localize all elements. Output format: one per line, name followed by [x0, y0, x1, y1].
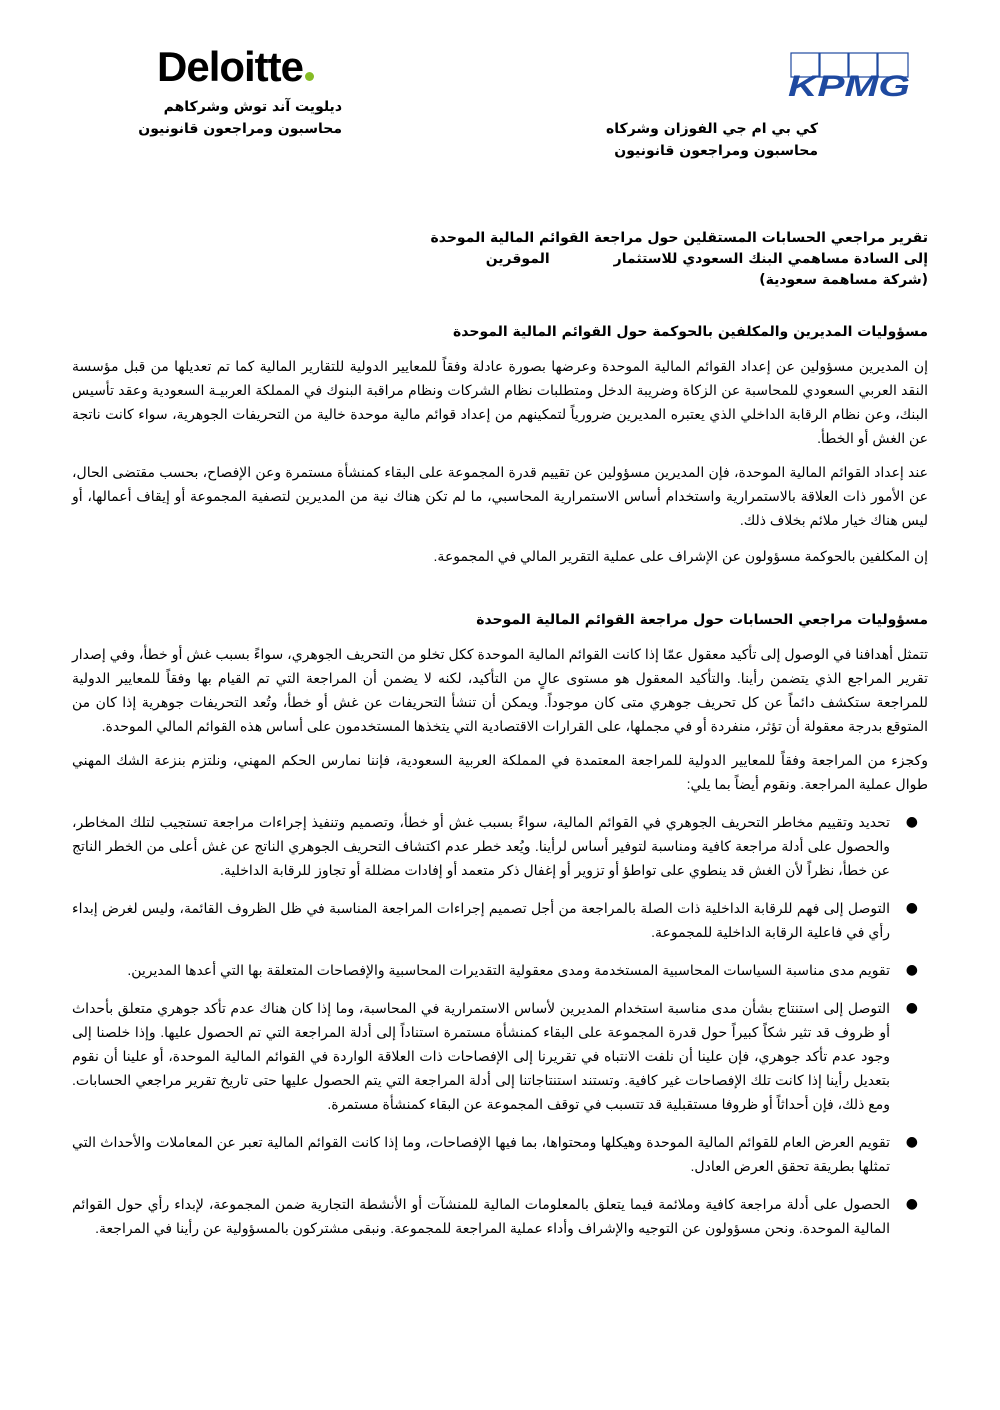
section-management-responsibilities	[72, 322, 928, 568]
section-auditor-responsibilities	[72, 610, 928, 1240]
bullet-icon: ●	[905, 1134, 918, 1150]
list-item-text: التوصل إلى استنتاج بشأن مدى مناسبة استخدام المديرين لأساس الاستمرارية في المحاسبة، وما إذا كان هناك عدم تأكد جوهري متعلق بأحداث أو ظروف قد تثير شكاً كبيراً حول قدرة المجموعة على البقاء كمنشأة مستمرة استناداً إلى أدلة المراجعة التي تم الحصول عليها. وإذا خلصنا إلى وجود عدم تأكد جوهري، فإن علينا أن نلفت الانتباه في تقريرنا إلى الإفصاحات ذات العلاقة الواردة في القوائم المالية الموحدة، أو علينا أن نقوم بتعديل رأينا إذا كانت تلك الإفصاحات غير كافية. وتستند استنتاجاتنا إلى أدلة المراجعة التي يتم الحصول عليها حتى تاريخ تقرير مراجعي الحسابات. ومع ذلك، فإن أحداثاً أو ظروفا مستقبلية قد تتسبب في توقف المجموعة عن البقاء كمنشأة مستمرة.	[72, 1000, 890, 1112]
kpmg-firm-name	[606, 118, 818, 162]
list-item	[72, 996, 928, 1116]
paragraph: وكجزء من المراجعة وفقاً للمعايير الدولية للمراجعة المعتمدة في المملكة العربية السعودية، فإننا نمارس الحكم المهني، ونلتزم بنزعة الشك المهني طوال عملية المراجعة. ونقوم أيضاً بما يلي:	[72, 752, 928, 792]
list-item	[72, 810, 928, 882]
list-item	[72, 1130, 928, 1178]
list-item-text: تحديد وتقييم مخاطر التحريف الجوهري في القوائم المالية، سواءً بسبب غش أو خطأ، وتصميم وتنفيذ إجراءات مراجعة تستجيب لتلك المخاطر، والحصول على أدلة مراجعة كافية ومناسبة لتوفير أساس لرأينا. ويُعد خطر عدم اكتشاف التحريف الجوهري الناتج عن غش أعلى من الخطر الناتج عن خطأ، نظراً لأن الغش قد ينطوي على تواطؤ أو تزوير أو إغفال ذكر متعمد أو إفادات مضللة أو تجاوز للرقابة الداخلية.	[72, 814, 890, 878]
paragraph: عند إعداد القوائم المالية الموحدة، فإن المديرين مسؤولين عن تقييم قدرة المجموعة على البقاء كمنشأة مستمرة وعن الإفصاح، بحسب مقتضى الحال، عن الأمور ذات العلاقة بالاستمرارية واستخدام أساس الاستمرارية المحاسبي، ما لم تكن هناك نية من المديرين لتصفية المجموعة أو إيقاف أعمالها، أو ليس هناك خيار ملائم بخلاف ذلك.	[72, 464, 928, 528]
bullet-icon: ●	[905, 1000, 918, 1016]
deloitte-logo	[157, 43, 314, 90]
bullet-icon: ●	[905, 900, 918, 916]
kpmg-name-line1: كي بي ام جي الفوزان وشركاه	[606, 121, 818, 137]
report-honorific: الموقرين	[485, 251, 550, 267]
section-heading: مسؤوليات المديرين والمكلفين بالحوكمة حول القوائم المالية الموحدة	[453, 324, 928, 340]
bullet-icon: ●	[905, 1196, 918, 1212]
paragraph: إن المديرين مسؤولين عن إعداد القوائم المالية الموحدة وعرضها بصورة عادلة وفقاً للمعايير الدولية للتقارير المالية كما تم تعديلها من قبل مؤسسة النقد العربي السعودي للمحاسبة عن الزكاة وضريبة الدخل ومتطلبات نظام الشركات ونظام مراقبة البنوك في المملكة العربيـة السعودية وعقد تأسيس البنك، وعن نظام الرقابة الداخلي الذي يعتبره المديرين ضرورياً لتمكينهم من إعداد قوائم مالية موحدة خالية من التحريفات الجوهرية، سواء كانت ناتجة عن الغش أو الخطأ.	[72, 358, 928, 446]
list-item-text: تقويم مدى مناسبة السياسات المحاسبية المستخدمة ومدى معقولية التقديرات المحاسبية والإفصاحات المتعلقة بها التي أعدها المديرين.	[127, 962, 890, 978]
kpmg-name-line2: محاسبون ومراجعون قانونيون	[614, 143, 818, 159]
list-item	[72, 1192, 928, 1240]
report-title: تقرير مراجعي الحسابات المستقلين حول مراجعة القوائم المالية الموحدة	[430, 230, 928, 246]
report-company-type: (شركة مساهمة سعودية)	[759, 272, 928, 288]
list-item	[72, 958, 928, 982]
audit-procedures-list	[72, 810, 928, 1240]
deloitte-name-line2: محاسبون ومراجعون قانونيون	[138, 121, 342, 137]
report-title-block	[430, 228, 928, 291]
deloitte-logo-text: Deloitte	[157, 43, 304, 90]
section-heading: مسؤوليات مراجعي الحسابات حول مراجعة القوائم المالية الموحدة	[476, 612, 928, 628]
deloitte-firm-name	[138, 96, 342, 140]
paragraph: إن المكلفين بالحوكمة مسؤولون عن الإشراف على عملية التقرير المالي في المجموعة.	[433, 548, 928, 564]
report-addressee-line	[430, 249, 928, 270]
kpmg-logo	[788, 52, 912, 98]
list-item-text: الحصول على أدلة مراجعة كافية وملائمة فيما يتعلق بالمعلومات المالية للمنشآت أو الأنشطة التجارية ضمن المجموعة، لإبداء رأي حول القوائم المالية الموحدة. ونحن مسؤولون عن التوجيه والإشراف وأداء عملية المراجعة للمجموعة. ونبقى مشتركون بالمسؤولية عن رأينا في المراجعة.	[72, 1196, 890, 1236]
bullet-icon: ●	[905, 814, 918, 830]
deloitte-name-line1: ديلويت آند توش وشركاهم	[163, 99, 342, 115]
svg-text:KPMG: KPMG	[788, 70, 910, 98]
paragraph: تتمثل أهدافنا في الوصول إلى تأكيد معقول عمّا إذا كانت القوائم المالية الموحدة ككل تخلو من التحريف الجوهري، سواءً بسبب غش أو خطأ، وفي إصدار تقرير المراجع الذي يتضمن رأينا. والتأكيد المعقول هو مستوى عالٍ من التأكيد، لكنه لا يضمن أن المراجعة التي تم القيام بها وفقاً للمعايير الدولية للمراجعة ستكشف دائماً عن كل تحريف جوهري متى كان موجوداً. ويمكن أن تنشأ التحريفات عن غش أو خطأ، وتُعد التحريفات جوهرية إذا كان من المتوقع بدرجة معقولة أن تؤثر، منفردة أو في مجملها، على القرارات الاقتصادية التي يتخذها المستخدمون على أساس هذه القوائم المالي الموحدة.	[72, 646, 928, 734]
report-addressee: إلى السادة مساهمي البنك السعودي للاستثمار	[613, 251, 928, 267]
list-item	[72, 896, 928, 944]
kpmg-logo-icon	[788, 52, 912, 98]
list-item-text: تقويم العرض العام للقوائم المالية الموحدة وهيكلها ومحتواها، بما فيها الإفصاحات، وما إذا كانت القوائم المالية تعبر عن المعاملات والأحداث التي تمثلها بطريقة تحقق العرض العادل.	[72, 1134, 890, 1174]
deloitte-dot-icon	[305, 72, 314, 81]
list-item-text: التوصل إلى فهم للرقابة الداخلية ذات الصلة بالمراجعة من أجل تصميم إجراءات المراجعة المناسبة في ظل الظروف القائمة، وليس لغرض إبداء رأي في فاعلية الرقابة الداخلية للمجموعة.	[72, 900, 890, 940]
bullet-icon: ●	[905, 962, 918, 978]
